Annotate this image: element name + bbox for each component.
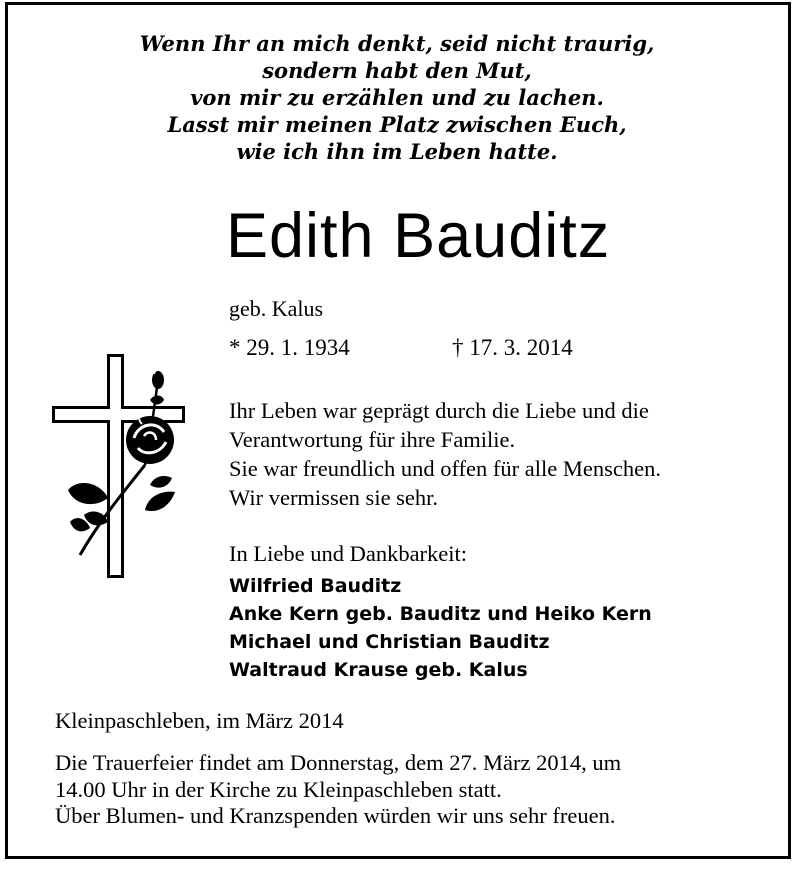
mourner-name: Wilfried Bauditz: [229, 575, 402, 597]
tribute-text: [229, 396, 661, 512]
maiden-name: geb. Kalus: [229, 296, 324, 321]
poem-line: wie ich ihn im Leben hatte.: [236, 139, 558, 164]
poem-line: sondern habt den Mut,: [262, 58, 532, 83]
thanks-intro: In Liebe und Dankbarkeit:: [229, 541, 468, 566]
notice-line: Über Blumen- und Kranzspenden würden wir uns sehr freuen.: [55, 803, 616, 828]
place-date: Kleinpaschleben, im März 2014: [55, 708, 344, 733]
cross-icon: [52, 354, 185, 578]
tribute-line: Sie war freundlich und offen für alle Menschen.: [229, 456, 661, 481]
death-date: † 17. 3. 2014: [452, 335, 573, 360]
tribute-line: Ihr Leben war geprägt durch die Liebe und die: [229, 398, 649, 423]
funeral-notice: [55, 750, 621, 830]
tribute-line: Verantwortung für ihre Familie.: [229, 427, 516, 452]
mourner-name: Anke Kern geb. Bauditz und Heiko Kern: [229, 603, 652, 625]
mourner-name: Michael und Christian Bauditz: [229, 631, 550, 653]
poem-line: Lasst mir meinen Platz zwischen Euch,: [167, 112, 627, 137]
notice-line: 14.00 Uhr in der Kirche zu Kleinpaschleben statt.: [55, 776, 502, 802]
notice-line: Die Trauerfeier findet am Donnerstag, dem 27. März 2014, um: [55, 750, 622, 775]
poem: [0, 30, 794, 165]
tribute-line: Wir vermissen sie sehr.: [229, 485, 439, 510]
birth-date: * 29. 1. 1934: [229, 335, 350, 360]
poem-line: Wenn Ihr an mich denkt, seid nicht traurig,: [139, 31, 655, 56]
mourner-list: [229, 572, 652, 684]
cross-with-rose-icon: [50, 350, 192, 582]
mourner-name: Waltraud Krause geb. Kalus: [229, 659, 528, 681]
poem-line: von mir zu erzählen und zu lachen.: [190, 85, 604, 110]
deceased-name: Edith Bauditz: [226, 201, 611, 271]
